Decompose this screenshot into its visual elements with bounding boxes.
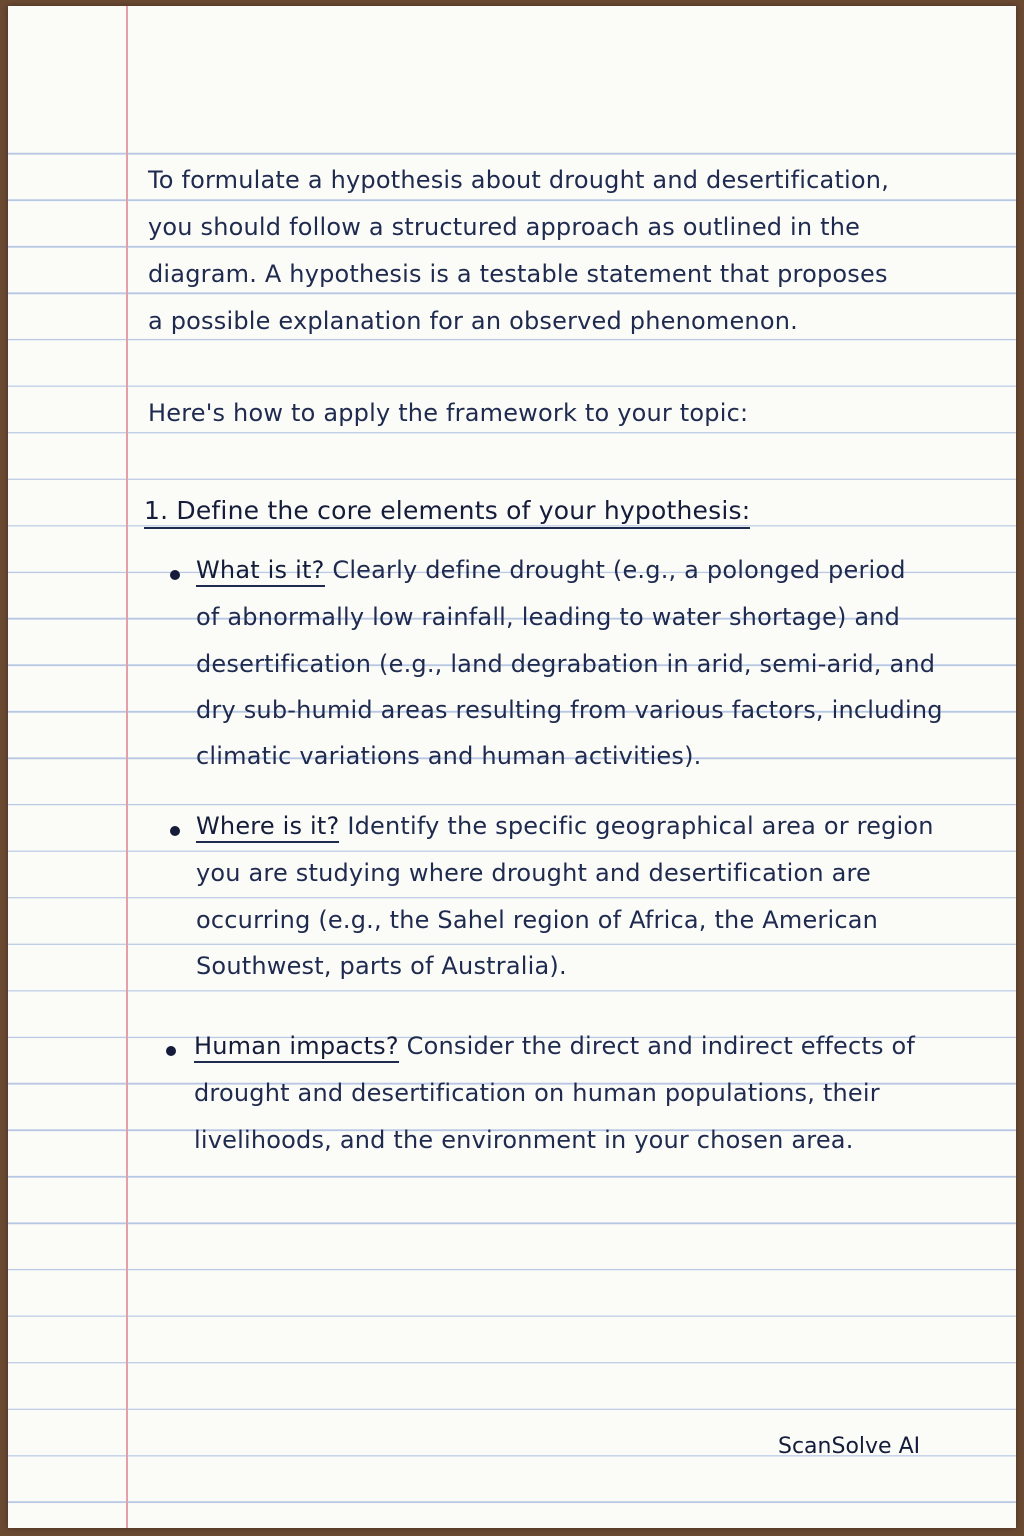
margin-line — [126, 6, 128, 1528]
bullet-3-title: Human impacts? — [194, 1032, 399, 1063]
bullet-dot-1 — [170, 570, 180, 580]
bullet-1-line-1: Clearly define drought (e.g., a polonged period — [332, 556, 906, 584]
bullet-1-line-4: dry sub-humid areas resulting from various factors, including — [196, 696, 943, 724]
bullet-dot-3 — [166, 1046, 176, 1056]
bullet-1-line-2: of abnormally low rainfall, leading to water shortage) and — [196, 603, 901, 631]
bullet-1-line-3: desertification (e.g., land degrabation in arid, semi-arid, and — [196, 650, 936, 678]
bullet-3-line-3: livelihoods, and the environment in your chosen area. — [194, 1126, 854, 1154]
bullet-2-title: Where is it? — [196, 812, 339, 843]
section-heading: 1. Define the core elements of your hypothesis: — [144, 496, 750, 529]
intro-line-4: a possible explanation for an observed phenomenon. — [148, 307, 798, 335]
bullet-2-line-4: Southwest, parts of Australia). — [196, 952, 567, 980]
bullet-3-first-line — [194, 1032, 915, 1060]
bullet-1-title: What is it? — [196, 556, 325, 587]
bullet-3-line-1: Consider the direct and indirect effects of — [406, 1032, 916, 1060]
bullet-dot-2 — [170, 826, 180, 836]
bullet-2-line-3: occurring (e.g., the Sahel region of Africa, the American — [196, 906, 879, 934]
bullet-2-line-2: you are studying where drought and desertification are — [196, 859, 871, 887]
bullet-2-first-line — [196, 812, 934, 840]
bullet-1-line-5: climatic variations and human activities). — [196, 742, 702, 770]
intro-line-2: you should follow a structured approach as outlined in the — [148, 213, 861, 241]
intro-line-1: To formulate a hypothesis about drought and desertification, — [148, 166, 890, 194]
signature: ScanSolve AI — [778, 1434, 921, 1459]
bullet-1-first-line — [196, 556, 906, 584]
framework-line: Here's how to apply the framework to your topic: — [148, 399, 749, 427]
bullet-2-line-1: Identify the specific geographical area or region — [347, 812, 934, 840]
intro-line-3: diagram. A hypothesis is a testable statement that proposes — [148, 260, 888, 288]
bullet-3-line-2: drought and desertification on human populations, their — [194, 1079, 880, 1107]
notebook-page — [8, 6, 1016, 1528]
